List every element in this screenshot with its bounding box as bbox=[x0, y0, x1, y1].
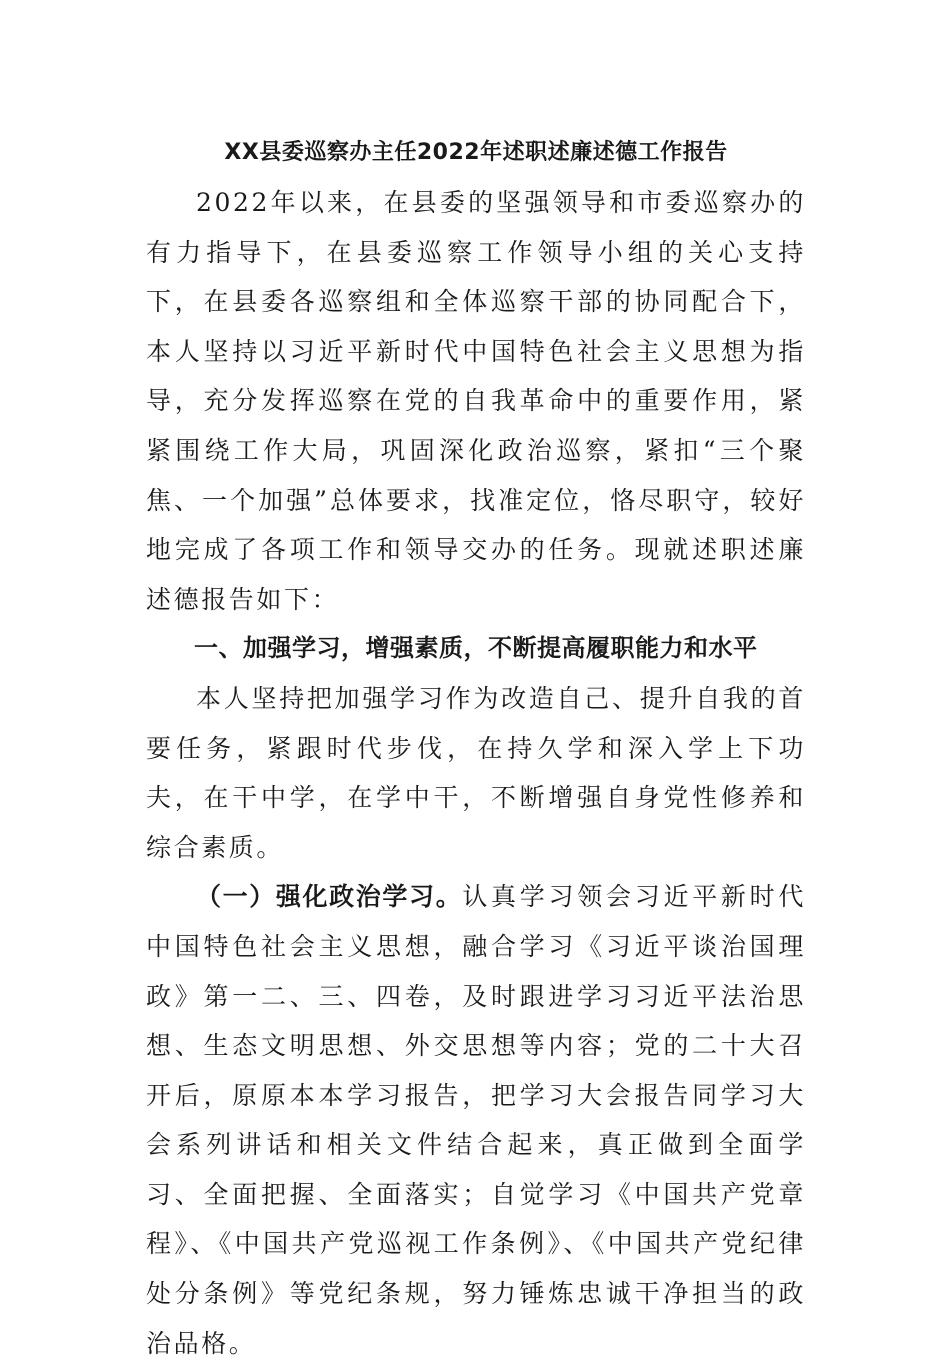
subsection-lead-1: （一）强化政治学习。 bbox=[196, 882, 463, 912]
subsection-paragraph-1 bbox=[146, 872, 806, 1368]
subsection-body-1: 认真学习领会习近平新时代中国特色社会主义思想，融合学习《习近平谈治国理政》第一二、三、四卷，及时跟进学习习近平法治思想、生态文明思想、外交思想等内容；党的二十大召开后，原原本本学习报告，把学习大会报告同学习大会系列讲话和相关文件结合起来，真正做到全面学习、全面把握、全面落实；自觉学习《中国共产党章程》、《中国共产党巡视工作条例》、《中国共产党纪律处分条例》等党纪条规，努力锤炼忠诚干净担当的政治品格。 bbox=[146, 882, 806, 1358]
intro-paragraph: 2022年以来，在县委的坚强领导和市委巡察办的有力指导下，在县委巡察工作领导小组的关心支持下，在县委各巡察组和全体巡察干部的协同配合下，本人坚持以习近平新时代中国特色社会主义思想为指导，充分发挥巡察在党的自我革命中的重要作用，紧紧围绕工作大局，巩固深化政治巡察，紧扣“三个聚焦、一个加强”总体要求，找准定位，恪尽职守，较好地完成了各项工作和领导交办的任务。现就述职述廉述德报告如下： bbox=[146, 188, 806, 614]
section-heading-1: 一、加强学习，增强素质，不断提高履职能力和水平 bbox=[194, 634, 758, 663]
document-page bbox=[146, 128, 806, 1368]
document-title: XX县委巡察办主任2022年述职述廉述德工作报告 bbox=[224, 140, 728, 165]
section-1-paragraph: 本人坚持把加强学习作为改造自己、提升自我的首要任务，紧跟时代步伐，在持久学和深入学上下功夫，在干中学，在学中干，不断增强自身党性修养和综合素质。 bbox=[146, 683, 806, 862]
